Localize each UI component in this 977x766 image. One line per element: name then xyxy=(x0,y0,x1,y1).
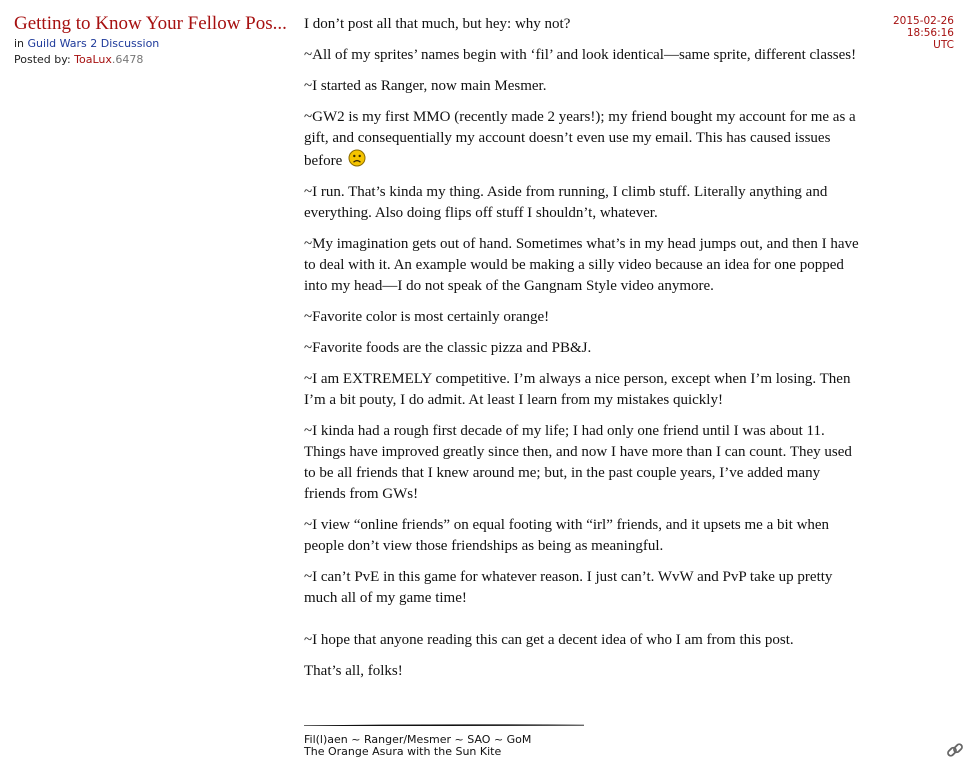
post-paragraph: ~Favorite foods are the classic pizza and PB&J. xyxy=(304,340,592,356)
signature-divider xyxy=(304,723,584,727)
post-timestamp xyxy=(874,15,954,51)
post-body xyxy=(304,14,864,692)
posted-by-label: Posted by: xyxy=(14,53,71,66)
forum-link[interactable]: Guild Wars 2 Discussion xyxy=(27,37,160,50)
link-icon[interactable] xyxy=(946,741,964,759)
post-paragraph: ~I can’t PvE in this game for whatever reason. I just can’t. WvW and PvP take up pretty much all of my game time! xyxy=(304,569,833,606)
post-paragraph-text: ~GW2 is my first MMO (recently made 2 years!); my friend bought my account for me as a gift, and consequentially my account doesn’t even use my email. This has caused issues before xyxy=(304,109,856,169)
post-paragraph: I don’t post all that much, but hey: why not? xyxy=(304,16,571,32)
thread-info xyxy=(14,12,294,68)
in-label: in xyxy=(14,37,25,50)
post-paragraph: ~I am EXTREMELY competitive. I’m always a nice person, except when I’m losing. Then I’m a bit pouty, I do admit. At least I learn from my mistakes quickly! xyxy=(304,371,851,408)
timestamp-tz: UTC xyxy=(933,39,954,51)
post-paragraph-with-emoticon xyxy=(304,107,864,172)
signature-line: Fil(l)aen ~ Ranger/Mesmer ~ SAO ~ GoM xyxy=(304,733,532,746)
thread-title[interactable]: Getting to Know Your Fellow Pos... xyxy=(14,13,287,34)
author-link[interactable]: ToaLux xyxy=(74,53,112,66)
signature-line: The Orange Asura with the Sun Kite xyxy=(304,745,502,758)
post-paragraph: That’s all, folks! xyxy=(304,663,403,679)
sad-face-icon xyxy=(348,149,366,167)
post-paragraph: ~I hope that anyone reading this can get a decent idea of who I am from this post. xyxy=(304,632,794,648)
timestamp-time: 18:56:16 xyxy=(906,27,954,39)
post-paragraph: ~Favorite color is most certainly orange! xyxy=(304,309,550,325)
post-paragraph: ~I run. That’s kinda my thing. Aside from running, I climb stuff. Literally anything and everything. Also doing flips off stuff I shouldn’t, whatever. xyxy=(304,184,828,221)
post-paragraph: ~My imagination gets out of hand. Sometimes what’s in my head jumps out, and then I have to deal with it. An example would be making a silly video because an idea for one popped into my head—I do not speak of the Gangnam Style video anymore. xyxy=(304,236,859,294)
forum-line xyxy=(14,36,294,52)
post-paragraph: ~All of my sprites’ names begin with ‘fil’ and look identical—same sprite, different classes! xyxy=(304,47,857,63)
post-paragraph: ~I view “online friends” on equal footing with “irl” friends, and it upsets me a bit when people don’t view those friendships as being as meaningful. xyxy=(304,517,830,554)
signature xyxy=(304,734,531,758)
post-paragraph: ~I kinda had a rough first decade of my life; I had only one friend until I was about 11. Things have improved greatly since then, and now I have more than I can count. They used to be all friends that I knew around me; but, in the past couple years, I’ve added many friends from GWs! xyxy=(304,423,852,502)
post-paragraph: ~I started as Ranger, now main Mesmer. xyxy=(304,78,547,94)
timestamp-date: 2015-02-26 xyxy=(892,15,954,27)
posted-by-line xyxy=(14,52,294,68)
author-number: .6478 xyxy=(111,53,144,66)
